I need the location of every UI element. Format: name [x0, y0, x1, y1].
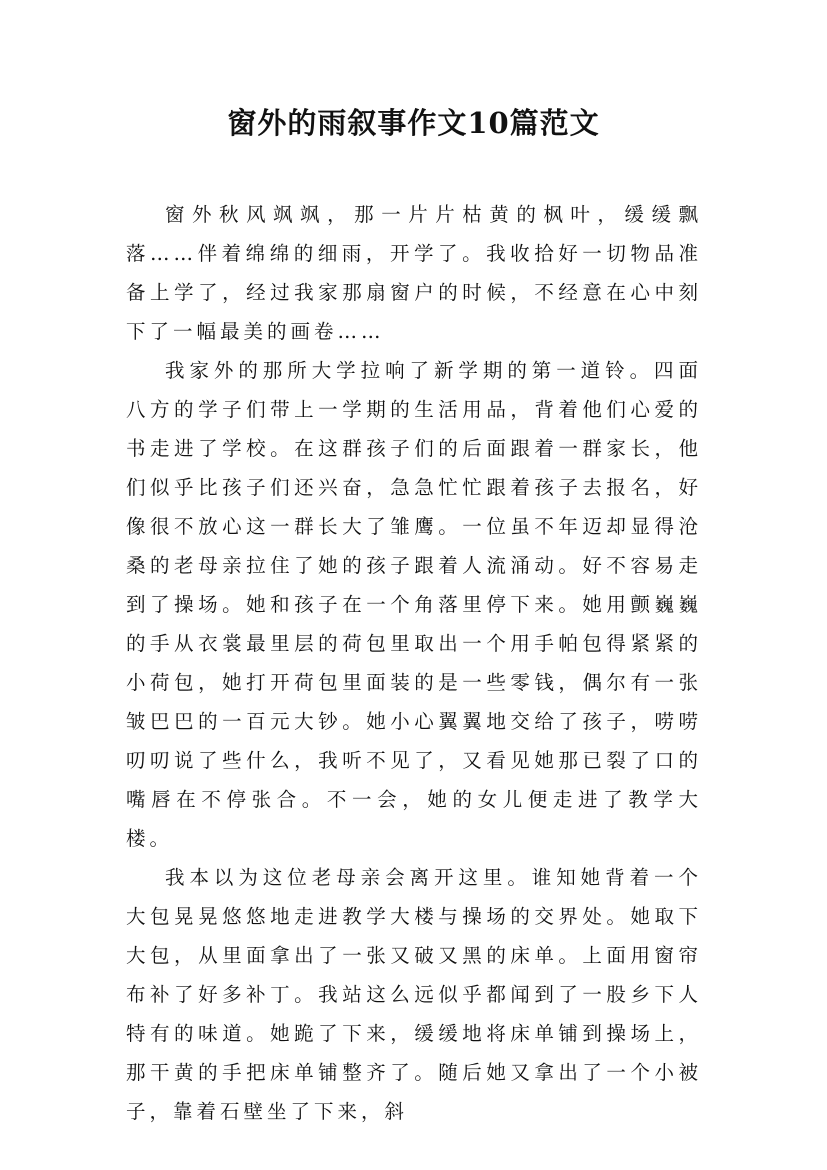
paragraph-2: 我家外的那所大学拉响了新学期的第一道铃。四面八方的学子们带上一学期的生活用品，背着他们心爱的书走进了学校。在这群孩子们的后面跟着一群家长，他们似乎比孩子们还兴奋，急急忙忙跟着孩子去报名，好像很不放心这一群长大了雏鹰。一位虽不年迈却显得沧桑的老母亲拉住了她的孩子跟着人流涌动。好不容易走到了操场。她和孩子在一个角落里停下来。她用颤巍巍的手从衣裳最里层的荷包里取出一个用手帕包得紧紧的小荷包，她打开荷包里面装的是一些零钱，偶尔有一张皱巴巴的一百元大钞。她小心翼翼地交给了孩子，唠唠叨叨说了些什么，我听不见了，又看见她那已裂了口的嘴唇在不停张合。不一会，她的女儿便走进了教学大楼。 [126, 359, 702, 850]
document-body [126, 195, 702, 1131]
document-title: 窗外的雨叙事作文10篇范文 [227, 106, 600, 140]
paragraph-3: 我本以为这位老母亲会离开这里。谁知她背着一个大包晃晃悠悠地走进教学大楼与操场的交界处。她取下大包，从里面拿出了一张又破又黑的床单。上面用窗帘布补了好多补丁。我站这么远似乎都闻到了一股乡下人特有的味道。她跪了下来，缓缓地将床单铺到操场上，那干黄的手把床单铺整齐了。随后她又拿出了一个小被子，靠着石壁坐了下来，斜 [126, 866, 702, 1123]
paragraph-1: 窗外秋风飒飒，那一片片枯黄的枫叶，缓缓飘落……伴着绵绵的细雨，开学了。我收拾好一切物品准备上学了，经过我家那扇窗户的时候，不经意在心中刻下了一幅最美的画卷…… [126, 203, 702, 343]
